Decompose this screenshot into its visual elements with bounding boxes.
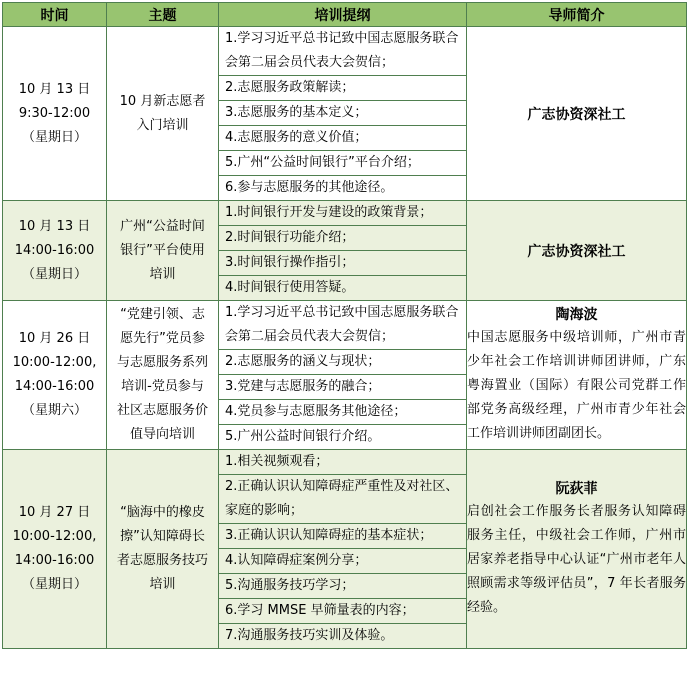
topic-line: 培训 xyxy=(149,266,176,282)
time: 14:00-16:00 xyxy=(14,242,95,258)
outline-cell xyxy=(219,27,467,201)
outline-cell xyxy=(219,201,467,301)
table-row xyxy=(3,27,687,201)
outline-item: 3.志愿服务的基本定义； xyxy=(219,101,466,126)
mentor-name: 阮荻菲 xyxy=(555,481,598,497)
outline-item: 2.志愿服务政策解读； xyxy=(219,76,466,101)
date: 10 月 13 日 xyxy=(18,81,91,97)
date: 10 月 26 日 xyxy=(18,331,91,346)
weekday: （星期日） xyxy=(21,129,87,145)
outline-item: 4.党员参与志愿服务其他途径； xyxy=(219,400,466,425)
weekday: （星期日） xyxy=(21,577,87,592)
date: 10 月 27 日 xyxy=(18,505,91,520)
mentor-name: 广志协资深社工 xyxy=(527,243,626,260)
header-mentor: 导师简介 xyxy=(467,3,687,27)
header-topic: 主题 xyxy=(107,3,219,27)
outline-item: 1.学习习近平总书记致中国志愿服务联合会第二届会员代表大会贺信； xyxy=(219,27,466,76)
topic-cell xyxy=(107,301,219,450)
outline-cell xyxy=(219,301,467,450)
topic-line: 银行”平台使用 xyxy=(120,242,205,258)
time: 14:00-16:00 xyxy=(14,379,95,394)
time: 10:00-12:00, xyxy=(12,529,97,544)
outline-item: 4.志愿服务的意义价值； xyxy=(219,126,466,151)
outline-item: 5.广州公益时间银行介绍。 xyxy=(225,429,381,444)
topic-line: 值导向培训 xyxy=(129,427,195,442)
time: 10:00-12:00, xyxy=(12,355,97,370)
table-row xyxy=(3,450,687,649)
outline-item: 1.学习习近平总书记致中国志愿服务联合会第二届会员代表大会贺信； xyxy=(219,301,466,350)
topic-line: 与志愿服务系列 xyxy=(116,355,208,370)
outline-item: 3.正确认识认知障碍症的基本症状； xyxy=(219,524,466,549)
time-cell xyxy=(3,301,107,450)
topic-line: 入门培训 xyxy=(136,117,189,133)
outline-item: 5.广州“公益时间银行”平台介绍； xyxy=(219,151,466,176)
topic-line: “脑海中的橡皮 xyxy=(120,505,205,520)
outline-item: 7.沟通服务技巧实训及体验。 xyxy=(225,628,394,643)
header-row xyxy=(3,3,687,27)
topic-cell xyxy=(107,27,219,201)
time-cell xyxy=(3,201,107,301)
outline-cell xyxy=(219,450,467,649)
outline-item: 6.学习 MMSE 早筛量表的内容； xyxy=(219,599,466,624)
time-cell xyxy=(3,450,107,649)
mentor-name: 陶海波 xyxy=(555,307,598,323)
mentor-name: 广志协资深社工 xyxy=(527,106,626,123)
outline-item: 4.认知障碍症案例分享； xyxy=(219,549,466,574)
topic-line: 培训 xyxy=(149,577,176,592)
mentor-cell xyxy=(467,27,687,201)
topic-line: “党建引领、志 xyxy=(120,307,205,322)
outline-item: 6.参与志愿服务的其他途径。 xyxy=(225,180,394,195)
header-time: 时间 xyxy=(3,3,107,27)
table-row xyxy=(3,301,687,450)
weekday: （星期日） xyxy=(21,266,87,282)
time: 9:30-12:00 xyxy=(18,105,91,121)
weekday: （星期六） xyxy=(21,403,87,418)
header-outline: 培训提纲 xyxy=(219,3,467,27)
topic-line: 培训-党员参与 xyxy=(121,379,204,394)
topic-line: 社区志愿服务价 xyxy=(116,403,208,418)
topic-line: 10 月新志愿者 xyxy=(119,93,206,109)
time-cell xyxy=(3,27,107,201)
topic-cell xyxy=(107,201,219,301)
outline-item: 1.相关视频观看； xyxy=(219,450,466,475)
mentor-cell xyxy=(467,201,687,301)
outline-item: 5.沟通服务技巧学习； xyxy=(219,574,466,599)
table-row xyxy=(3,201,687,301)
topic-cell xyxy=(107,450,219,649)
date: 10 月 13 日 xyxy=(18,218,91,234)
topic-line: 者志愿服务技巧 xyxy=(116,553,208,568)
training-schedule-table xyxy=(2,2,687,649)
topic-line: 愿先行”党员参 xyxy=(120,331,205,346)
time: 14:00-16:00 xyxy=(14,553,95,568)
outline-item: 2.志愿服务的涵义与现状； xyxy=(219,350,466,375)
mentor-description: 启创社会工作服务长者服务认知障碍服务主任，中级社会工作师，广州市居家养老指导中心认证“广州市老年人照顾需求等级评估员”，7 年长者服务经验。 xyxy=(467,504,686,615)
topic-line: 擦”认知障碍长 xyxy=(120,529,205,544)
mentor-cell xyxy=(467,450,687,649)
mentor-description: 中国志愿服务中级培训师，广州市青少年社会工作培训讲师团讲师，广东粤海置业（国际）有限公司党群工作部党务高级经理，广州市青少年社会工作培训讲师团副团长。 xyxy=(467,330,686,441)
outline-item: 2.时间银行功能介绍； xyxy=(219,226,466,251)
outline-item: 3.时间银行操作指引； xyxy=(219,251,466,276)
outline-item: 2.正确认识认知障碍症严重性及对社区、家庭的影响； xyxy=(219,475,466,524)
mentor-cell xyxy=(467,301,687,450)
topic-line: 广州“公益时间 xyxy=(120,218,205,234)
outline-item: 3.党建与志愿服务的融合； xyxy=(219,375,466,400)
outline-item: 4.时间银行使用答疑。 xyxy=(225,280,355,295)
outline-item: 1.时间银行开发与建设的政策背景； xyxy=(219,201,466,226)
